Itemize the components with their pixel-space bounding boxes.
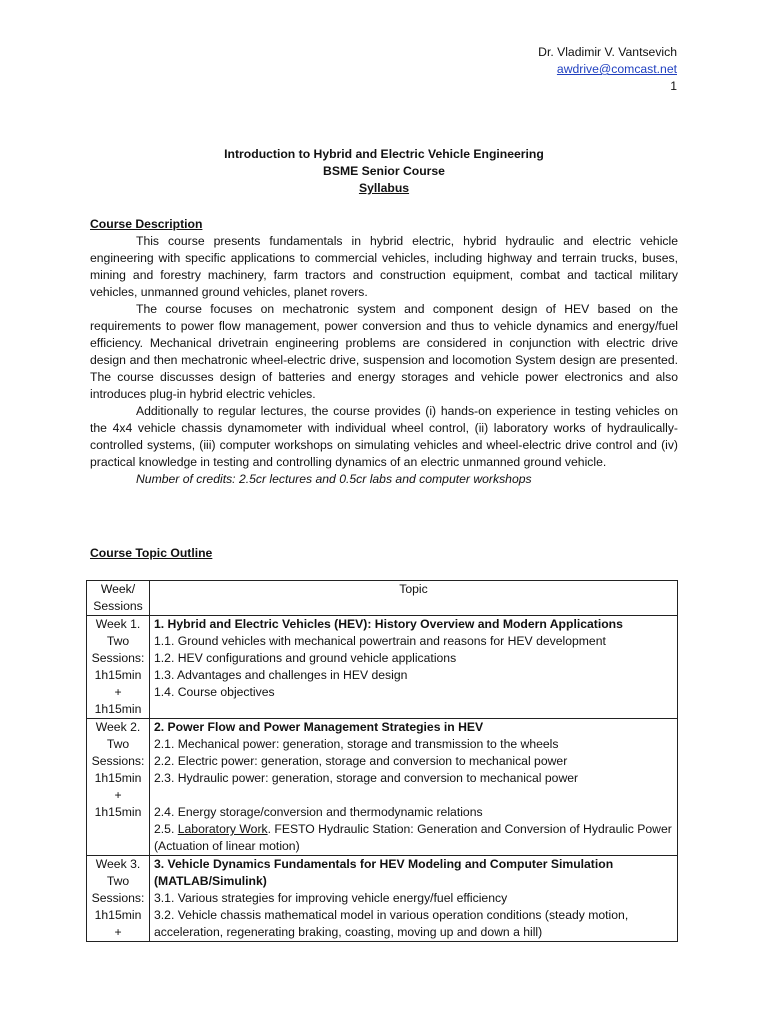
page-number: 1 — [670, 79, 677, 93]
topic-item: 1.3. Advantages and challenges in HEV design — [154, 668, 408, 682]
topic-item: 2.4. Energy storage/conversion and thermodynamic relations — [154, 805, 483, 819]
week-cell: Week 3. Two Sessions: 1h15min + — [87, 856, 150, 942]
table-row — [87, 856, 678, 942]
topic-title: 1. Hybrid and Electric Vehicles (HEV): History Overview and Modern Applications — [154, 617, 623, 631]
course-title: Introduction to Hybrid and Electric Vehicle Engineering — [224, 147, 544, 161]
title-block — [0, 146, 768, 197]
author-block — [538, 44, 677, 95]
description-paragraph-2: The course focuses on mechatronic system and component design of HEV based on the requirements to power flow management, power conversion and thus to vehicle dynamics and energy/fuel efficiency. Mechanical drivetrain engineering problems are considered in conjunction with electric drive design and then mechatronic wheel-electric drive, suspension and locomotion System design are presented. The course discusses design of batteries and energy storages and vehicle power electronics and also introduces plug-in hybrid electric vehicles. — [90, 302, 678, 401]
topic-item: 2.2. Electric power: generation, storage and conversion to mechanical power — [154, 754, 568, 768]
topic-item: 3.1. Various strategies for improving vehicle energy/fuel efficiency — [154, 891, 508, 905]
course-topic-outline-heading: Course Topic Outline — [90, 546, 213, 560]
table-row — [87, 616, 678, 719]
syllabus-label: Syllabus — [358, 181, 410, 195]
table-header-row — [87, 581, 678, 616]
author-name: Dr. Vladimir V. Vantsevich — [538, 45, 677, 59]
week-cell: Week 1. Two Sessions: 1h15min + 1h15min — [87, 616, 150, 719]
topic-column-header: Topic — [150, 581, 678, 616]
week-column-header: Week/ Sessions — [87, 581, 150, 616]
topic-item-lab: 2.5. Laboratory Work. FESTO Hydraulic Station: Generation and Conversion of Hydraulic Power (Actuation of linear motion) — [154, 822, 672, 853]
topic-item: 1.2. HEV configurations and ground vehicle applications — [154, 651, 457, 665]
topic-item: 2.3. Hydraulic power: generation, storage and conversion to mechanical power — [154, 771, 579, 785]
laboratory-work-link: Laboratory Work — [177, 822, 268, 836]
description-paragraph-3: Additionally to regular lectures, the course provides (i) hands-on experience in testing vehicles on the 4x4 vehicle chassis dynamometer with individual wheel control, (ii) laboratory works of hydraulically-controlled systems, (iii) computer workshops on simulating vehicles and wheel-electric drive control and (iv) practical knowledge in testing and controlling dynamics of an electric unmanned ground vehicle. — [90, 404, 678, 469]
topic-title: 2. Power Flow and Power Management Strategies in HEV — [154, 720, 484, 734]
topic-item: 1.1. Ground vehicles with mechanical powertrain and reasons for HEV development — [154, 634, 606, 648]
credits-note: Number of credits: 2.5cr lectures and 0.5cr labs and computer workshops — [136, 472, 532, 486]
topic-cell — [150, 616, 678, 719]
topic-item: 3.2. Vehicle chassis mathematical model in various operation conditions (steady motion, acceleration, regenerating braking, coasting, moving up and down a hill) — [154, 908, 629, 939]
topic-cell — [150, 856, 678, 942]
description-paragraph-1: This course presents fundamentals in hybrid electric, hybrid hydraulic and electric vehicle engineering with specific applications to commercial vehicles, including highway and terrain trucks, buses, mining and forestry machinery, farm tractors and construction equipment, combat and tactical military vehicles, unmanned ground vehicles, planet rovers. — [90, 234, 678, 299]
week-cell: Week 2. Two Sessions: 1h15min + 1h15min — [87, 719, 150, 856]
table-row — [87, 719, 678, 856]
course-description-heading: Course Description — [90, 217, 203, 231]
topic-table — [86, 580, 678, 942]
topic-item: 1.4. Course objectives — [154, 685, 275, 699]
course-level: BSME Senior Course — [323, 164, 445, 178]
author-email-link[interactable]: awdrive@comcast.net — [556, 62, 677, 76]
topic-item: 2.1. Mechanical power: generation, storage and transmission to the wheels — [154, 737, 559, 751]
topic-cell — [150, 719, 678, 856]
course-description — [90, 216, 678, 488]
topic-title: 3. Vehicle Dynamics Fundamentals for HEV Modeling and Computer Simulation (MATLAB/Simulink) — [154, 857, 614, 888]
